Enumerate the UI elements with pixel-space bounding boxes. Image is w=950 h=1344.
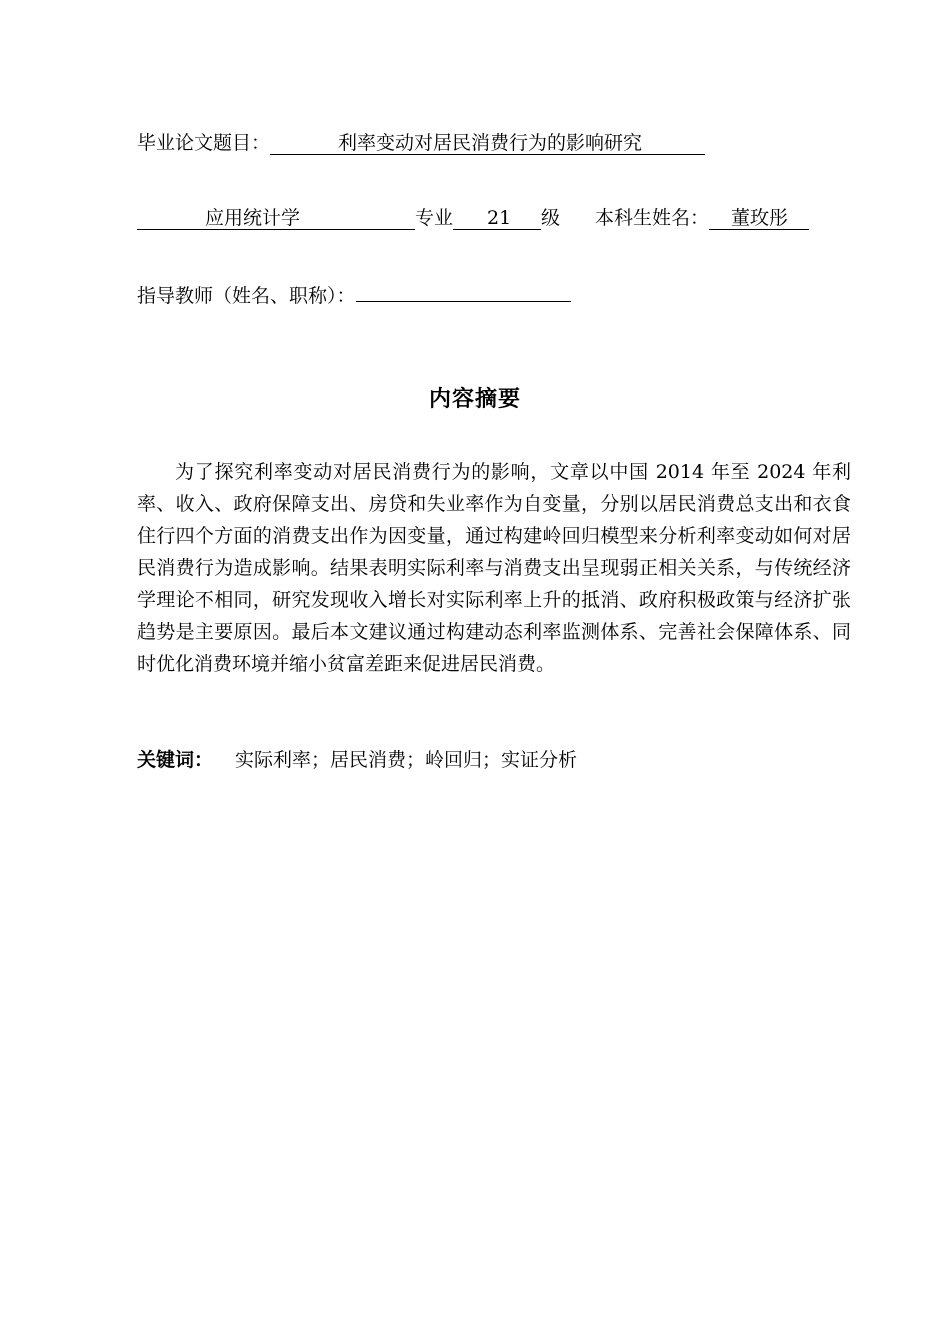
student-name-label: 本科生姓名： <box>595 207 710 229</box>
major-value: 应用统计学 <box>137 207 415 230</box>
advisor-row <box>137 281 571 308</box>
abstract-heading: 内容摘要 <box>428 387 521 412</box>
student-info-row <box>137 206 809 230</box>
advisor-value <box>356 281 571 302</box>
thesis-title-value: 利率变动对居民消费行为的影响研究 <box>270 132 705 155</box>
grade-label: 级 <box>541 207 561 229</box>
student-name-value: 董玫彤 <box>709 207 809 230</box>
grade-value: 21 <box>453 207 541 230</box>
keywords-label: 关键词： <box>137 749 214 771</box>
keywords-value: 实际利率；居民消费；岭回归；实证分析 <box>235 749 578 771</box>
keywords-row <box>137 746 577 774</box>
thesis-title-label: 毕业论文题目： <box>137 132 271 154</box>
major-label: 专业 <box>415 207 454 229</box>
advisor-label: 指导教师（姓名、职称）： <box>137 285 356 307</box>
abstract-body: 为了探究利率变动对居民消费行为的影响，文章以中国 2014 年至 2024 年利率、收入、政府保障支出、房贷和失业率作为自变量，分别以居民消费总支出和衣食住行四个方面的消费支出作为因变量，通过构建岭回归模型来分析利率变动如何对居民消费行为造成影响。结果表明实际利率与消费支出呈现弱正相关关系，与传统经济学理论不相同，研究发现收入增长对实际利率上升的抵消、政府积极政策与经济扩张趋势是主要原因。最后本文建议通过构建动态利率监测体系、完善社会保障体系、同时优化消费环境并缩小贫富差距来促进居民消费。 <box>137 461 851 675</box>
thesis-title-row <box>137 131 705 155</box>
